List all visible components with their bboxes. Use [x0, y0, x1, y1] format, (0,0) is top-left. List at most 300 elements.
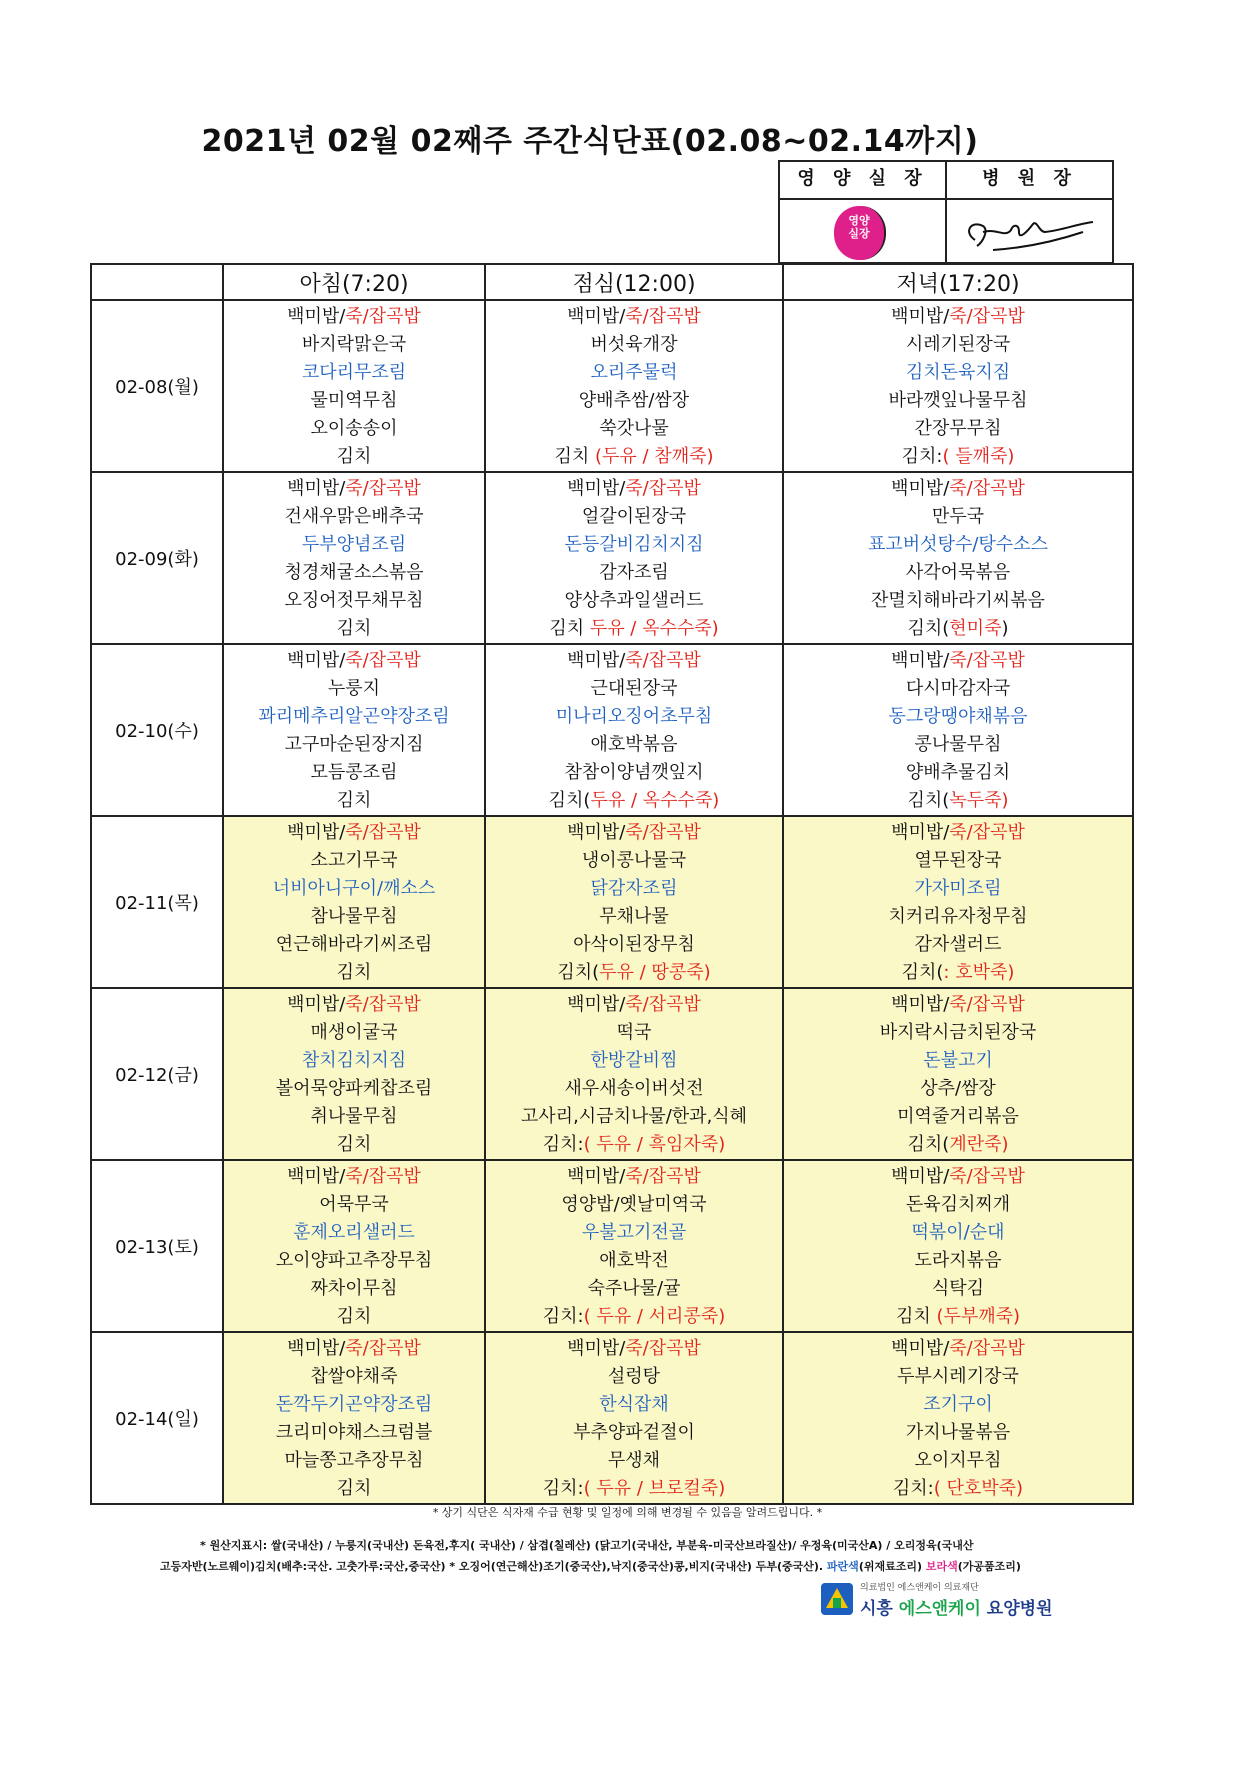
col-breakfast: 아침(7:20)	[223, 264, 485, 300]
menu-item-red-text: 죽/잡곡밥	[345, 650, 421, 671]
menu-item-text: 한식잡채	[599, 1394, 669, 1415]
menu-item	[486, 1163, 782, 1191]
menu-item-text: 바라깻잎나물무침	[888, 390, 1028, 411]
menu-item-text: 청경채굴소스볶음	[284, 562, 424, 583]
menu-item-text: 백미밥/	[891, 306, 950, 327]
menu-item-text: 김치:	[542, 1478, 584, 1499]
menu-item-text: 백미밥/	[891, 478, 950, 499]
menu-item-red-text: ( 두유 / 브로컬죽)	[583, 1478, 726, 1499]
day-row	[91, 472, 1133, 644]
menu-item-text: 코다리무조림	[301, 362, 407, 383]
menu-item	[224, 387, 484, 415]
logo-name-b: 에스앤케이	[898, 1599, 981, 1619]
menu-item-red-text: 죽/잡곡밥	[345, 1338, 421, 1359]
menu-item	[784, 1075, 1132, 1103]
weekly-menu-table	[90, 263, 1134, 1505]
menu-item-red-text: 죽/잡곡밥	[345, 822, 421, 843]
menu-item-text: 김치	[554, 446, 595, 467]
menu-item	[784, 1363, 1132, 1391]
menu-item	[784, 1335, 1132, 1363]
menu-item	[224, 359, 484, 387]
menu-item	[784, 703, 1132, 731]
menu-item	[224, 303, 484, 331]
menu-item-red-text: 죽/잡곡밥	[625, 1338, 701, 1359]
menu-item	[486, 1219, 782, 1247]
menu-item-red-text: (두부깨죽)	[936, 1306, 1021, 1327]
menu-item-text: 김치	[336, 446, 372, 467]
menu-item-text: 부추양파겉절이	[573, 1422, 695, 1443]
menu-item-text: 김치:	[892, 1478, 934, 1499]
menu-item	[486, 1131, 782, 1159]
menu-item	[784, 1047, 1132, 1075]
menu-item-text: 백미밥/	[567, 1338, 626, 1359]
menu-item-red-text: 죽/잡곡밥	[949, 650, 1025, 671]
menu-item	[486, 1075, 782, 1103]
menu-item-text: 감자샐러드	[914, 934, 1002, 955]
menu-item-text: 떡볶이/순대	[911, 1222, 1005, 1243]
menu-item	[784, 559, 1132, 587]
menu-item-text: 사각어묵볶음	[905, 562, 1011, 583]
menu-item	[784, 647, 1132, 675]
logo-name-a: 시흥	[860, 1599, 899, 1619]
menu-item	[486, 1391, 782, 1419]
menu-item-red-text: 죽/잡곡밥	[949, 478, 1025, 499]
legend-purple-desc: (가공품조리)	[957, 1560, 1021, 1573]
lunch-cell	[485, 300, 783, 472]
menu-item	[486, 1419, 782, 1447]
menu-item	[486, 1103, 782, 1131]
menu-item	[486, 875, 782, 903]
menu-item-text: 식탁김	[931, 1278, 985, 1299]
logo-foundation: 의료법인 에스앤케이 의료재단	[860, 1583, 979, 1593]
menu-item-text: 치커리유자청무침	[888, 906, 1028, 927]
menu-item-text: 간장무무침	[914, 418, 1002, 439]
menu-item-red-text: 죽/잡곡밥	[949, 1338, 1025, 1359]
menu-item	[784, 1419, 1132, 1447]
menu-item	[784, 443, 1132, 471]
menu-item-text: 백미밥/	[891, 650, 950, 671]
menu-item-red-text: (두유 / 참깨죽)	[595, 446, 714, 467]
menu-item-red-text: 죽/잡곡밥	[345, 478, 421, 499]
breakfast-cell	[223, 1332, 485, 1504]
menu-item-text: 김치(	[907, 1134, 950, 1155]
menu-item	[784, 1391, 1132, 1419]
menu-item-red-text: 죽/잡곡밥	[345, 1166, 421, 1187]
menu-item	[224, 703, 484, 731]
menu-item-red-text: : 호박죽)	[943, 962, 1015, 983]
menu-item-text: 동그랑땡야채볶음	[888, 706, 1028, 727]
menu-item	[486, 1447, 782, 1475]
menu-item-text: 쑥갓나물	[599, 418, 669, 439]
day-row	[91, 1332, 1133, 1504]
menu-item-red-text: 죽/잡곡밥	[949, 306, 1025, 327]
menu-item	[486, 1475, 782, 1503]
menu-item-text: 물미역무침	[310, 390, 398, 411]
menu-item-text: 백미밥/	[891, 1166, 950, 1187]
dinner-cell	[783, 644, 1133, 816]
menu-item	[784, 1475, 1132, 1503]
menu-item	[486, 1303, 782, 1331]
breakfast-cell	[223, 988, 485, 1160]
menu-item	[224, 503, 484, 531]
day-row	[91, 644, 1133, 816]
approval-box	[778, 160, 1114, 264]
day-row	[91, 816, 1133, 988]
menu-item-text: 돈불고기	[923, 1050, 993, 1071]
breakfast-cell	[223, 644, 485, 816]
menu-item-text: 백미밥/	[287, 650, 346, 671]
breakfast-cell	[223, 472, 485, 644]
menu-item-text: 양배추쌈/쌈장	[578, 390, 690, 411]
menu-item	[486, 731, 782, 759]
menu-item	[224, 415, 484, 443]
menu-item	[486, 615, 782, 643]
menu-item-red-text: 죽/잡곡밥	[345, 994, 421, 1015]
day-label: 02-09(화)	[91, 472, 223, 644]
menu-item-text: 백미밥/	[287, 306, 346, 327]
menu-item-text: 오리주물럭	[590, 362, 678, 383]
menu-item-text: 돈등갈비김치지짐	[564, 534, 704, 555]
menu-item	[224, 1219, 484, 1247]
lunch-cell	[485, 1160, 783, 1332]
menu-item	[784, 991, 1132, 1019]
menu-item	[224, 331, 484, 359]
menu-item-text: 볼어묵양파케찹조림	[275, 1078, 433, 1099]
nutrition-head-stamp-cell	[780, 200, 947, 264]
menu-item	[486, 1335, 782, 1363]
menu-item	[224, 1019, 484, 1047]
menu-item-text: 시레기된장국	[905, 334, 1011, 355]
menu-item-text: 애호박전	[599, 1250, 669, 1271]
menu-item-text: 김치	[336, 618, 372, 639]
menu-item	[224, 759, 484, 787]
menu-item-red-text: )	[1001, 618, 1009, 639]
menu-item	[486, 675, 782, 703]
menu-item	[784, 787, 1132, 815]
menu-item	[224, 875, 484, 903]
menu-item	[486, 475, 782, 503]
menu-item	[486, 415, 782, 443]
menu-item	[486, 959, 782, 987]
dinner-cell	[783, 816, 1133, 988]
menu-item-red-text: ( 두유 / 서리콩죽)	[583, 1306, 726, 1327]
menu-item	[784, 1303, 1132, 1331]
breakfast-cell	[223, 1160, 485, 1332]
menu-item	[224, 1047, 484, 1075]
menu-item-text: 김치	[336, 790, 372, 811]
menu-item	[784, 903, 1132, 931]
menu-item-text: 소고기무국	[310, 850, 398, 871]
menu-item	[486, 847, 782, 875]
menu-item-red-text: 죽/잡곡밥	[625, 650, 701, 671]
menu-item	[486, 443, 782, 471]
menu-item-text: 돈깍두기곤약장조림	[275, 1394, 433, 1415]
menu-item	[486, 503, 782, 531]
menu-item-text: 바지락시금치된장국	[879, 1022, 1037, 1043]
menu-item-text: 취나물무침	[310, 1106, 398, 1127]
menu-item-text: 백미밥/	[567, 478, 626, 499]
breakfast-cell	[223, 816, 485, 988]
change-notice: * 상기 식단은 식자재 수급 현황 및 일정에 의해 변경될 수 있음을 알려드립니다. *	[432, 1506, 823, 1519]
menu-item	[784, 587, 1132, 615]
menu-item	[224, 991, 484, 1019]
menu-item-text: 바지락맑은국	[301, 334, 407, 355]
menu-item-text: 돈육김치찌개	[905, 1194, 1011, 1215]
menu-item-text: 참치김치지짐	[301, 1050, 407, 1071]
menu-item	[784, 475, 1132, 503]
legend-blue-desc: (위재료조리)	[858, 1560, 922, 1573]
menu-item-text: 콩나물무침	[914, 734, 1002, 755]
lunch-cell	[485, 988, 783, 1160]
menu-item-text: 김치	[549, 618, 590, 639]
menu-item-red-text: ( 단호박죽)	[933, 1478, 1024, 1499]
menu-item	[784, 415, 1132, 443]
menu-item-text: 너비아니구이/깨소스	[272, 878, 436, 899]
menu-item-text: 잔멸치해바라기씨볶음	[871, 590, 1045, 611]
menu-item-text: 새우새송이버섯전	[564, 1078, 704, 1099]
menu-item	[224, 1363, 484, 1391]
menu-item-text: 양배추물김치	[905, 762, 1011, 783]
menu-item-text: 냉이콩나물국	[581, 850, 687, 871]
menu-item-text: 백미밥/	[287, 1338, 346, 1359]
menu-item	[224, 587, 484, 615]
menu-item-red-text: 죽/잡곡밥	[625, 478, 701, 499]
menu-item-text: 열무된장국	[914, 850, 1002, 871]
menu-item	[784, 1219, 1132, 1247]
day-row	[91, 300, 1133, 472]
menu-item	[224, 559, 484, 587]
menu-item-text: 연근해바라기씨조림	[275, 934, 433, 955]
menu-item-text: 다시마감자국	[905, 678, 1011, 699]
menu-item	[224, 1303, 484, 1331]
menu-item-text: 백미밥/	[891, 822, 950, 843]
menu-item	[224, 475, 484, 503]
menu-item-red-text: 죽/잡곡밥	[625, 822, 701, 843]
menu-item	[224, 931, 484, 959]
menu-item	[486, 531, 782, 559]
menu-item-red-text: ( 두유 / 흑임자죽)	[583, 1134, 726, 1155]
menu-item-text: 백미밥/	[287, 994, 346, 1015]
menu-item	[224, 903, 484, 931]
menu-item	[486, 647, 782, 675]
menu-item	[224, 1163, 484, 1191]
menu-item	[486, 331, 782, 359]
menu-item-text: 두부시레기장국	[897, 1366, 1019, 1387]
menu-item-text: 김치	[336, 1306, 372, 1327]
menu-item	[224, 531, 484, 559]
menu-item	[486, 787, 782, 815]
menu-item-text: 얼갈이된장국	[581, 506, 687, 527]
menu-item-text: 매생이굴국	[310, 1022, 398, 1043]
menu-item-text: 김치	[336, 1134, 372, 1155]
menu-item	[784, 331, 1132, 359]
menu-item	[784, 615, 1132, 643]
menu-item	[224, 1075, 484, 1103]
menu-item	[486, 387, 782, 415]
menu-item-text: 백미밥/	[287, 822, 346, 843]
menu-item	[486, 759, 782, 787]
menu-item-text: 영양밥/옛날미역국	[561, 1194, 707, 1215]
lunch-cell	[485, 644, 783, 816]
menu-item-red-text: 죽/잡곡밥	[949, 1166, 1025, 1187]
menu-item-text: 김치(	[907, 618, 950, 639]
origin-line-1: * 원산지표시: 쌀(국내산) / 누룽지(국내산) 돈육전,후지( 국내산) / 삼겹(칠레산) (닭고기(국내산, 부분육-미국산브라질산)/ 우정육(미국산A) / 오리정육(국내산	[200, 1539, 974, 1552]
menu-item	[784, 931, 1132, 959]
day-row	[91, 1160, 1133, 1332]
menu-item	[784, 1447, 1132, 1475]
dinner-cell	[783, 300, 1133, 472]
menu-item	[486, 1019, 782, 1047]
menu-item-text: 가자미조림	[914, 878, 1002, 899]
menu-item	[784, 847, 1132, 875]
menu-item-text: 한방갈비찜	[590, 1050, 678, 1071]
corner-cell	[91, 264, 223, 300]
menu-item-text: 크리미야채스크럼블	[275, 1422, 433, 1443]
origin-line-2-text: 고등자반(노르웨이)김치(배추:국산. 고춧가루:국산,중국산) * 오징어(연근해산)조기(중국산),낙지(중국산)콩,비지(국내산) 두부(중국산).	[160, 1560, 824, 1573]
logo-name-c: 요양병원	[980, 1599, 1053, 1619]
menu-item-text: 가지나물볶음	[905, 1422, 1011, 1443]
menu-item	[224, 615, 484, 643]
menu-item-red-text: ( 들깨죽)	[942, 446, 1015, 467]
menu-item	[486, 559, 782, 587]
menu-item-text: 김치:	[901, 446, 943, 467]
menu-item-text: 오이지무침	[914, 1450, 1002, 1471]
menu-item	[486, 303, 782, 331]
menu-item-text: 백미밥/	[891, 994, 950, 1015]
menu-item	[224, 787, 484, 815]
day-label: 02-11(목)	[91, 816, 223, 988]
legend-blue: 파란색	[826, 1560, 859, 1573]
menu-item	[486, 1363, 782, 1391]
menu-item-red-text: 죽/잡곡밥	[625, 1166, 701, 1187]
menu-item-text: 어묵무국	[319, 1194, 389, 1215]
menu-item-text: 고사리,시금치나물/한과,식혜	[520, 1106, 748, 1127]
menu-item	[784, 359, 1132, 387]
menu-item-red-text: 두유 / 옥수수죽)	[589, 618, 719, 639]
menu-item-text: 김치:	[542, 1134, 584, 1155]
menu-item-text: 백미밥/	[567, 994, 626, 1015]
menu-item-text: 고구마순된장지짐	[284, 734, 424, 755]
menu-item-text: 설렁탕	[607, 1366, 661, 1387]
hospital-logo-icon	[820, 1582, 854, 1616]
menu-item	[224, 1191, 484, 1219]
menu-item-text: 김치돈육지짐	[905, 362, 1011, 383]
menu-item	[784, 759, 1132, 787]
menu-item	[224, 1131, 484, 1159]
menu-item	[784, 1131, 1132, 1159]
page-title: 2021년 02월 02째주 주간식단표(02.08~02.14까지)	[201, 124, 979, 159]
menu-item-text: 김치	[895, 1306, 937, 1327]
menu-item-text: 떡국	[616, 1022, 652, 1043]
menu-item-text: 마늘쫑고추장무침	[284, 1450, 424, 1471]
dinner-cell	[783, 1332, 1133, 1504]
menu-item	[224, 1391, 484, 1419]
day-label: 02-14(일)	[91, 1332, 223, 1504]
menu-item-text: 애호박볶음	[590, 734, 678, 755]
menu-item-red-text: 죽/잡곡밥	[625, 306, 701, 327]
menu-item-text: 김치(	[901, 962, 944, 983]
breakfast-cell	[223, 300, 485, 472]
menu-item	[224, 1275, 484, 1303]
menu-item	[486, 703, 782, 731]
menu-item-text: 오이송송이	[310, 418, 398, 439]
menu-item	[784, 387, 1132, 415]
hospital-logo	[820, 1578, 1053, 1628]
menu-item-text: 조기구이	[923, 1394, 993, 1415]
menu-item	[784, 503, 1132, 531]
menu-item	[486, 1247, 782, 1275]
menu-item-text: 양상추과일샐러드	[564, 590, 704, 611]
menu-item-text: 백미밥/	[567, 306, 626, 327]
dinner-cell	[783, 472, 1133, 644]
menu-item-text: 만두국	[931, 506, 985, 527]
menu-item	[784, 1163, 1132, 1191]
day-row	[91, 988, 1133, 1160]
menu-item-text: 무채나물	[599, 906, 669, 927]
menu-item	[784, 675, 1132, 703]
menu-item	[784, 731, 1132, 759]
menu-item	[784, 531, 1132, 559]
menu-item-red-text: 현미죽	[949, 618, 1002, 639]
menu-item-red-text: 두유 / 땅콩죽)	[599, 962, 711, 983]
menu-item-text: 김치	[336, 1478, 372, 1499]
menu-item-text: 건새우맑은배추국	[284, 506, 424, 527]
menu-item	[784, 819, 1132, 847]
approval-stamp: 영양 실장	[834, 206, 886, 260]
menu-item-text: 숙주나물/귤	[587, 1278, 681, 1299]
origin-line-2	[160, 1558, 1021, 1574]
menu-item-text: 짜차이무침	[310, 1278, 398, 1299]
menu-item-text: 김치(	[548, 790, 591, 811]
menu-item-text: 백미밥/	[287, 478, 346, 499]
menu-item-red-text: 죽/잡곡밥	[949, 822, 1025, 843]
col-dinner: 저녁(17:20)	[783, 264, 1133, 300]
menu-item-text: 김치:	[542, 1306, 584, 1327]
menu-item	[224, 443, 484, 471]
menu-item	[486, 1275, 782, 1303]
menu-item-text: 찹쌀야채죽	[310, 1366, 398, 1387]
nutrition-head-label: 영 양 실 장	[780, 162, 947, 198]
col-lunch: 점심(12:00)	[485, 264, 783, 300]
menu-item	[224, 847, 484, 875]
menu-item	[486, 991, 782, 1019]
menu-item-text: 모듬콩조림	[310, 762, 398, 783]
signature-mark	[953, 202, 1103, 260]
lunch-cell	[485, 472, 783, 644]
menu-item	[486, 1191, 782, 1219]
menu-item	[486, 359, 782, 387]
menu-item-text: 훈제오리샐러드	[293, 1222, 415, 1243]
menu-item-red-text: 죽/잡곡밥	[949, 994, 1025, 1015]
menu-item-text: 백미밥/	[891, 1338, 950, 1359]
menu-item	[486, 931, 782, 959]
menu-item-text: 참나물무침	[310, 906, 398, 927]
menu-item-text: 근대된장국	[590, 678, 678, 699]
menu-item-text: 김치(	[907, 790, 950, 811]
day-label: 02-10(수)	[91, 644, 223, 816]
menu-item-red-text: 죽/잡곡밥	[345, 306, 421, 327]
day-label: 02-08(월)	[91, 300, 223, 472]
menu-item	[224, 1335, 484, 1363]
director-signature-cell	[947, 200, 1112, 264]
menu-item-text: 오이양파고추장무침	[275, 1250, 433, 1271]
menu-item	[784, 1191, 1132, 1219]
lunch-cell	[485, 1332, 783, 1504]
lunch-cell	[485, 816, 783, 988]
menu-item-text: 감자조림	[599, 562, 669, 583]
menu-item-text: 오징어젓무채무침	[284, 590, 424, 611]
menu-item-text: 백미밥/	[567, 650, 626, 671]
